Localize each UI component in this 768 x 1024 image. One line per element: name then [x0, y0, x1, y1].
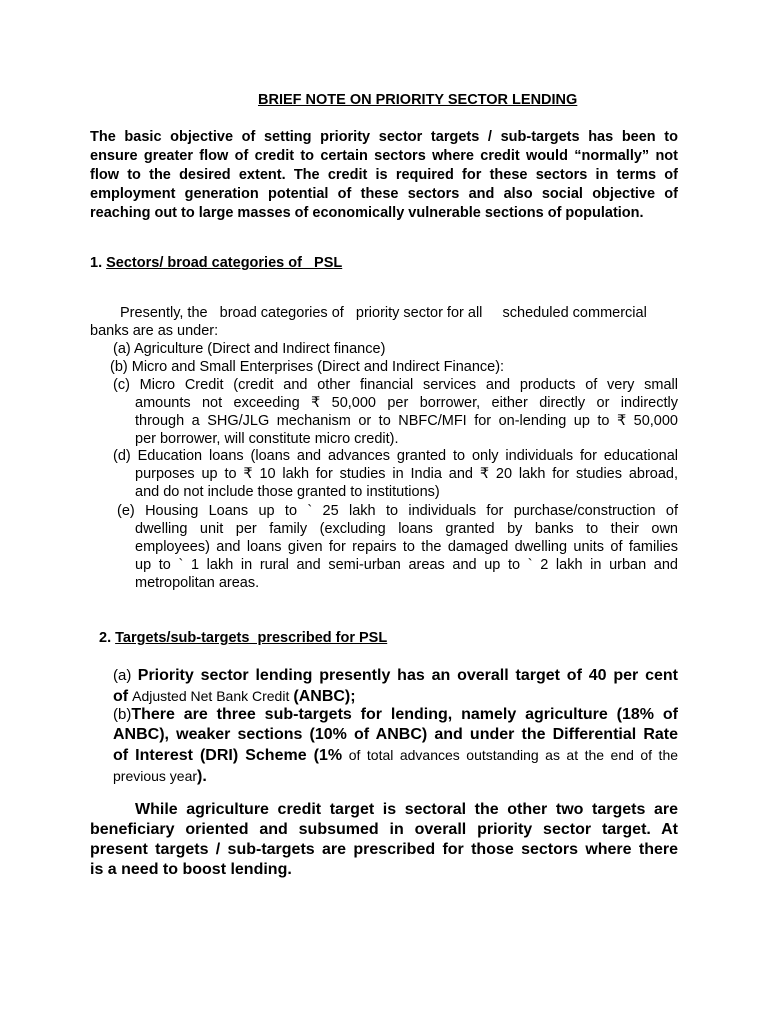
intro-line: reaching out to large masses of economically vulnerable sections of population. — [90, 205, 644, 221]
list-item-line: (d) Education loans (loans and advances granted to only individuals for educational — [113, 448, 678, 464]
list-item-line: metropolitan areas. — [135, 575, 260, 591]
item-prefix: (a) — [113, 667, 132, 684]
target-item-b — [113, 705, 678, 787]
document-title: BRIEF NOTE ON PRIORITY SECTOR LENDING — [258, 92, 578, 108]
closing-line: While agriculture credit target is sectoral the other two targets are — [135, 801, 678, 818]
target-text-bold: Priority sector lending presently has an overall target of 40 per cent — [137, 667, 678, 684]
target-text-bold: There are three sub-targets for lending, namely agriculture (18% of — [131, 706, 678, 723]
section2-title: Targets/sub-targets prescribed for PSL — [115, 630, 388, 646]
target-line — [113, 686, 678, 707]
list-item-line: dwelling unit per family (excluding loans granted by banks to their own — [135, 521, 678, 537]
target-line — [113, 745, 678, 766]
list-item-line: (e) Housing Loans up to ` 25 lakh to individuals for purchase/construction of — [117, 503, 678, 519]
list-item-d — [113, 447, 678, 501]
section2-heading — [99, 630, 387, 646]
target-item-a — [113, 666, 678, 707]
section1-number: 1. — [90, 255, 103, 271]
section1-para-line: banks are as under: — [90, 323, 219, 339]
list-item-text: (a) Agriculture (Direct and Indirect finance) — [113, 341, 386, 357]
target-text-bold: of Interest (DRI) Scheme (1% — [113, 747, 343, 764]
list-item-line: per borrower, will constitute micro credit). — [135, 431, 399, 447]
target-text-bold: ). — [197, 768, 207, 785]
section2-number: 2. — [99, 630, 112, 646]
closing-line: present targets / sub-targets are prescribed for those sectors where there — [90, 841, 678, 858]
item-prefix: (b) — [113, 706, 132, 723]
target-line — [113, 705, 678, 725]
closing-line: beneficiary oriented and subsumed in overall priority sector target. At — [90, 821, 678, 838]
target-text-bold: (ANBC); — [293, 688, 356, 705]
list-item-e — [117, 502, 678, 592]
intro-line: ensure greater flow of credit to certain sectors where credit would “normally” not — [90, 148, 678, 164]
closing-paragraph — [90, 800, 678, 880]
target-text: Adjusted Net Bank Credit — [132, 688, 290, 704]
target-text: of total advances outstanding as at the end of the — [348, 747, 679, 763]
target-text-bold: of — [113, 688, 129, 705]
target-line — [113, 766, 678, 787]
list-item-c — [113, 376, 678, 448]
list-item-line: and do not include those granted to institutions) — [135, 484, 440, 500]
list-item-line: employees) and loans given for repairs to the damaged dwelling units of families — [135, 539, 678, 555]
target-text: previous year — [113, 768, 198, 784]
list-item-line: purposes up to ₹ 10 lakh for studies in India and ₹ 20 lakh for studies abroad, — [135, 466, 678, 482]
list-item-b — [110, 358, 504, 376]
intro-line: employment generation potential of these sectors and also social objective of — [90, 186, 678, 202]
target-text-bold: ANBC), weaker sections (10% of ANBC) and under the Differential Rate — [113, 726, 678, 743]
section1-para-line: Presently, the broad categories of priority sector for all scheduled commercial — [120, 305, 647, 321]
list-item-line: amounts not exceeding ₹ 50,000 per borrower, either directly or indirectly — [135, 395, 678, 411]
list-item-line: up to ` 1 lakh in rural and semi-urban areas and up to ` 2 lakh in urban and — [135, 557, 678, 573]
target-line — [113, 666, 678, 686]
list-item-line: (c) Micro Credit (credit and other financial services and products of very small — [113, 377, 678, 393]
intro-line: flow to the desired extent. The credit is required for these sectors in terms of — [90, 167, 678, 183]
section1-title: Sectors/ broad categories of PSL — [106, 255, 343, 271]
list-item-text: (b) Micro and Small Enterprises (Direct and Indirect Finance): — [110, 359, 505, 375]
intro-line: The basic objective of setting priority sector targets / sub-targets has been to — [90, 129, 678, 145]
section1-heading — [90, 255, 342, 271]
list-item-a — [113, 340, 385, 358]
closing-line: is a need to boost lending. — [90, 861, 292, 878]
list-item-line: through a SHG/JLG mechanism or to NBFC/MFI for on-lending up to ₹ 50,000 — [135, 413, 678, 429]
intro-paragraph — [90, 128, 678, 223]
section1-paragraph — [90, 304, 678, 340]
